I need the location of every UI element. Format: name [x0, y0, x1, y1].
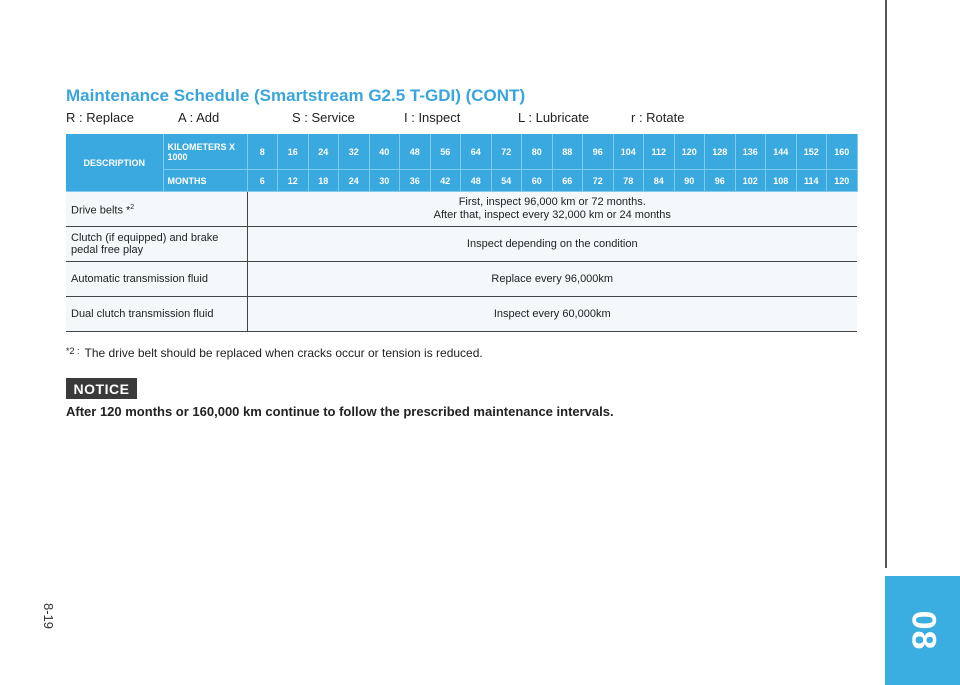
km-value: 80 — [522, 134, 553, 170]
legend-lubricate: L : Lubricate — [518, 110, 590, 125]
km-value: 160 — [827, 134, 858, 170]
table-row — [66, 192, 857, 227]
row-item: Clutch (if equipped) and brake pedal free play — [66, 227, 247, 262]
km-value: 40 — [369, 134, 400, 170]
footnote — [66, 346, 483, 360]
km-value: 56 — [430, 134, 461, 170]
row-note: Replace every 96,000km — [247, 262, 857, 297]
months-value: 90 — [674, 170, 705, 192]
km-value: 96 — [583, 134, 614, 170]
km-value: 152 — [796, 134, 827, 170]
row-note: First, inspect 96,000 km or 72 months. After that, inspect every 32,000 km or 24 months — [247, 192, 857, 227]
legend-add: A : Add — [178, 110, 220, 125]
km-value: 32 — [339, 134, 370, 170]
months-value: 102 — [735, 170, 766, 192]
months-value: 30 — [369, 170, 400, 192]
months-value: 24 — [339, 170, 370, 192]
months-value: 114 — [796, 170, 827, 192]
table-row — [66, 262, 857, 297]
notice-badge: NOTICE — [66, 378, 137, 399]
months-value: 48 — [461, 170, 492, 192]
months-value: 66 — [552, 170, 583, 192]
description-header: DESCRIPTION — [66, 134, 163, 192]
months-value: 60 — [522, 170, 553, 192]
months-value: 120 — [827, 170, 858, 192]
footnote-mark: *2 : — [66, 346, 80, 356]
km-value: 72 — [491, 134, 522, 170]
km-value: 24 — [308, 134, 339, 170]
months-value: 72 — [583, 170, 614, 192]
maintenance-table — [66, 134, 858, 332]
side-divider — [885, 0, 887, 568]
table-row — [66, 297, 857, 332]
km-header: KILOMETERS X 1000 — [163, 134, 247, 170]
months-value: 12 — [278, 170, 309, 192]
km-value: 48 — [400, 134, 431, 170]
months-value: 18 — [308, 170, 339, 192]
notice-text: After 120 months or 160,000 km continue to follow the prescribed maintenance intervals. — [66, 404, 614, 419]
months-value: 54 — [491, 170, 522, 192]
km-value: 64 — [461, 134, 492, 170]
months-value: 78 — [613, 170, 644, 192]
chapter-tab — [885, 576, 960, 685]
km-value: 136 — [735, 134, 766, 170]
page-number: 8-19 — [41, 602, 56, 630]
km-value: 144 — [766, 134, 797, 170]
months-value: 96 — [705, 170, 736, 192]
footnote-text: The drive belt should be replaced when cracks occur or tension is reduced. — [84, 346, 483, 360]
months-value: 36 — [400, 170, 431, 192]
km-value: 112 — [644, 134, 675, 170]
months-value: 84 — [644, 170, 675, 192]
legend-inspect: I : Inspect — [404, 110, 461, 125]
row-note: Inspect every 60,000km — [247, 297, 857, 332]
chapter-number: 08 — [903, 610, 942, 651]
km-value: 88 — [552, 134, 583, 170]
row-note: Inspect depending on the condition — [247, 227, 857, 262]
km-value: 8 — [247, 134, 278, 170]
months-header: MONTHS — [163, 170, 247, 192]
km-value: 128 — [705, 134, 736, 170]
row-item: Automatic transmission fluid — [66, 262, 247, 297]
legend-rotate: r : Rotate — [631, 110, 685, 125]
months-value: 42 — [430, 170, 461, 192]
table-row — [66, 227, 857, 262]
row-item: Dual clutch transmission fluid — [66, 297, 247, 332]
legend-replace: R : Replace — [66, 110, 134, 125]
km-value: 16 — [278, 134, 309, 170]
legend-service: S : Service — [292, 110, 355, 125]
km-value: 120 — [674, 134, 705, 170]
months-value: 6 — [247, 170, 278, 192]
months-value: 108 — [766, 170, 797, 192]
km-value: 104 — [613, 134, 644, 170]
section-title: Maintenance Schedule (Smartstream G2.5 T-GDI) (CONT) — [66, 86, 526, 105]
row-item: Drive belts *$^2$ — [66, 192, 247, 227]
